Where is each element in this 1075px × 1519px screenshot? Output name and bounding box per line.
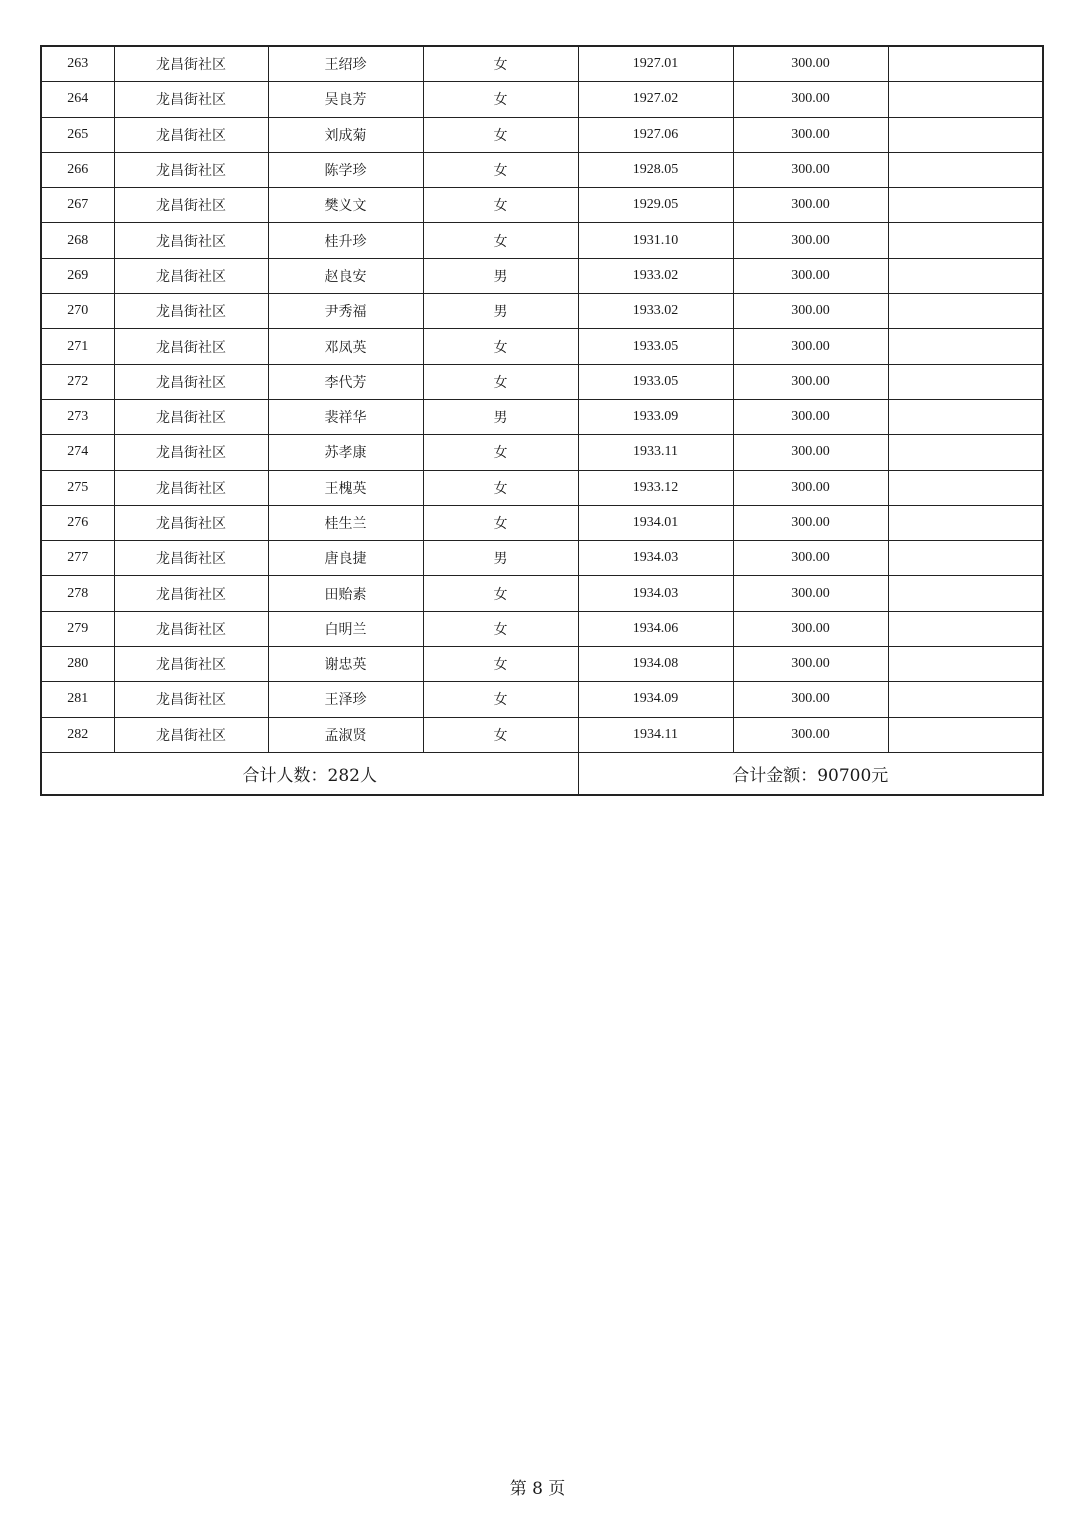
cell-remark [888,364,1043,399]
cell-serial-number: 271 [41,329,114,364]
cell-gender: 女 [423,46,578,82]
cell-community: 龙昌街社区 [114,399,268,434]
cell-person-name: 桂升珍 [268,223,423,258]
cell-birth-date: 1927.01 [578,46,733,82]
cell-amount: 300.00 [733,223,888,258]
cell-serial-number: 267 [41,188,114,223]
cell-person-name: 白明兰 [268,611,423,646]
cell-birth-date: 1934.03 [578,576,733,611]
cell-gender: 女 [423,152,578,187]
cell-amount: 300.00 [733,399,888,434]
cell-remark [888,611,1043,646]
cell-person-name: 陈学珍 [268,152,423,187]
table-row [41,647,1043,682]
cell-serial-number: 266 [41,152,114,187]
cell-remark [888,152,1043,187]
table-row [41,505,1043,540]
cell-birth-date: 1934.08 [578,647,733,682]
cell-gender: 女 [423,223,578,258]
cell-community: 龙昌街社区 [114,152,268,187]
cell-person-name: 孟淑贤 [268,717,423,752]
cell-person-name: 樊义文 [268,188,423,223]
cell-community: 龙昌街社区 [114,223,268,258]
cell-gender: 女 [423,682,578,717]
cell-amount: 300.00 [733,117,888,152]
cell-serial-number: 269 [41,258,114,293]
cell-person-name: 王槐英 [268,470,423,505]
cell-birth-date: 1933.05 [578,329,733,364]
cell-community: 龙昌街社区 [114,576,268,611]
cell-gender: 女 [423,647,578,682]
cell-serial-number: 278 [41,576,114,611]
cell-remark [888,682,1043,717]
table-row [41,46,1043,82]
cell-serial-number: 273 [41,399,114,434]
table-row [41,541,1043,576]
cell-gender: 女 [423,611,578,646]
cell-community: 龙昌街社区 [114,541,268,576]
cell-serial-number: 265 [41,117,114,152]
cell-birth-date: 1934.11 [578,717,733,752]
cell-community: 龙昌街社区 [114,470,268,505]
table-row [41,258,1043,293]
cell-person-name: 尹秀福 [268,294,423,329]
cell-remark [888,647,1043,682]
cell-birth-date: 1927.02 [578,82,733,117]
cell-person-name: 王泽珍 [268,682,423,717]
cell-community: 龙昌街社区 [114,647,268,682]
cell-community: 龙昌街社区 [114,117,268,152]
table-row [41,152,1043,187]
cell-person-name: 赵良安 [268,258,423,293]
cell-person-name: 吴良芳 [268,82,423,117]
cell-amount: 300.00 [733,82,888,117]
cell-amount: 300.00 [733,470,888,505]
cell-person-name: 邓凤英 [268,329,423,364]
table-row [41,435,1043,470]
cell-remark [888,223,1043,258]
cell-gender: 男 [423,294,578,329]
cell-amount: 300.00 [733,717,888,752]
cell-amount: 300.00 [733,435,888,470]
cell-birth-date: 1931.10 [578,223,733,258]
cell-serial-number: 279 [41,611,114,646]
cell-remark [888,470,1043,505]
total-amount: 合计金额：90700元 [578,752,1043,795]
cell-birth-date: 1933.09 [578,399,733,434]
cell-remark [888,717,1043,752]
table-row [41,576,1043,611]
cell-remark [888,505,1043,540]
cell-community: 龙昌街社区 [114,329,268,364]
cell-amount: 300.00 [733,576,888,611]
cell-gender: 女 [423,329,578,364]
cell-serial-number: 282 [41,717,114,752]
cell-remark [888,576,1043,611]
cell-gender: 女 [423,470,578,505]
roster-table [40,45,1044,796]
cell-birth-date: 1927.06 [578,117,733,152]
cell-birth-date: 1933.11 [578,435,733,470]
table-row [41,188,1043,223]
cell-gender: 女 [423,505,578,540]
cell-community: 龙昌街社区 [114,294,268,329]
page-number: 第 8 页 [509,1479,566,1499]
cell-gender: 男 [423,258,578,293]
cell-birth-date: 1934.06 [578,611,733,646]
table-row [41,470,1043,505]
total-row [41,752,1043,795]
cell-remark [888,117,1043,152]
cell-gender: 女 [423,188,578,223]
cell-person-name: 田贻素 [268,576,423,611]
table-row [41,329,1043,364]
cell-birth-date: 1933.12 [578,470,733,505]
cell-remark [888,294,1043,329]
roster-table-body [41,46,1043,752]
cell-amount: 300.00 [733,294,888,329]
roster-table-container [40,45,1042,796]
roster-total-section [41,752,1043,795]
cell-remark [888,188,1043,223]
cell-amount: 300.00 [733,647,888,682]
cell-serial-number: 281 [41,682,114,717]
cell-amount: 300.00 [733,258,888,293]
cell-amount: 300.00 [733,541,888,576]
cell-amount: 300.00 [733,152,888,187]
table-row [41,399,1043,434]
cell-remark [888,258,1043,293]
table-row [41,611,1043,646]
table-row [41,294,1043,329]
cell-remark [888,82,1043,117]
table-row [41,82,1043,117]
cell-community: 龙昌街社区 [114,46,268,82]
cell-gender: 女 [423,82,578,117]
cell-community: 龙昌街社区 [114,258,268,293]
cell-remark [888,435,1043,470]
cell-serial-number: 270 [41,294,114,329]
cell-community: 龙昌街社区 [114,611,268,646]
cell-person-name: 李代芳 [268,364,423,399]
cell-serial-number: 263 [41,46,114,82]
cell-remark [888,46,1043,82]
cell-gender: 男 [423,399,578,434]
cell-person-name: 唐良捷 [268,541,423,576]
cell-birth-date: 1934.09 [578,682,733,717]
table-row [41,364,1043,399]
cell-community: 龙昌街社区 [114,435,268,470]
cell-serial-number: 276 [41,505,114,540]
table-row [41,717,1043,752]
cell-community: 龙昌街社区 [114,188,268,223]
cell-remark [888,329,1043,364]
cell-person-name: 谢忠英 [268,647,423,682]
cell-community: 龙昌街社区 [114,505,268,540]
cell-community: 龙昌街社区 [114,682,268,717]
cell-amount: 300.00 [733,682,888,717]
cell-person-name: 王绍珍 [268,46,423,82]
table-row [41,223,1043,258]
cell-person-name: 桂生兰 [268,505,423,540]
cell-gender: 女 [423,364,578,399]
cell-serial-number: 264 [41,82,114,117]
cell-person-name: 刘成菊 [268,117,423,152]
cell-amount: 300.00 [733,364,888,399]
cell-amount: 300.00 [733,46,888,82]
cell-remark [888,541,1043,576]
cell-birth-date: 1933.02 [578,258,733,293]
cell-amount: 300.00 [733,329,888,364]
cell-birth-date: 1928.05 [578,152,733,187]
cell-gender: 女 [423,576,578,611]
total-count: 合计人数：282人 [41,752,578,795]
cell-community: 龙昌街社区 [114,82,268,117]
cell-gender: 女 [423,717,578,752]
cell-person-name: 裴祥华 [268,399,423,434]
table-row [41,117,1043,152]
cell-gender: 男 [423,541,578,576]
cell-serial-number: 272 [41,364,114,399]
cell-community: 龙昌街社区 [114,364,268,399]
table-row [41,682,1043,717]
cell-serial-number: 277 [41,541,114,576]
cell-community: 龙昌街社区 [114,717,268,752]
cell-gender: 女 [423,435,578,470]
cell-person-name: 苏孝康 [268,435,423,470]
cell-amount: 300.00 [733,505,888,540]
cell-amount: 300.00 [733,188,888,223]
cell-birth-date: 1933.02 [578,294,733,329]
cell-gender: 女 [423,117,578,152]
cell-serial-number: 274 [41,435,114,470]
cell-serial-number: 280 [41,647,114,682]
cell-serial-number: 268 [41,223,114,258]
cell-amount: 300.00 [733,611,888,646]
cell-birth-date: 1933.05 [578,364,733,399]
cell-serial-number: 275 [41,470,114,505]
cell-remark [888,399,1043,434]
cell-birth-date: 1934.03 [578,541,733,576]
cell-birth-date: 1934.01 [578,505,733,540]
cell-birth-date: 1929.05 [578,188,733,223]
